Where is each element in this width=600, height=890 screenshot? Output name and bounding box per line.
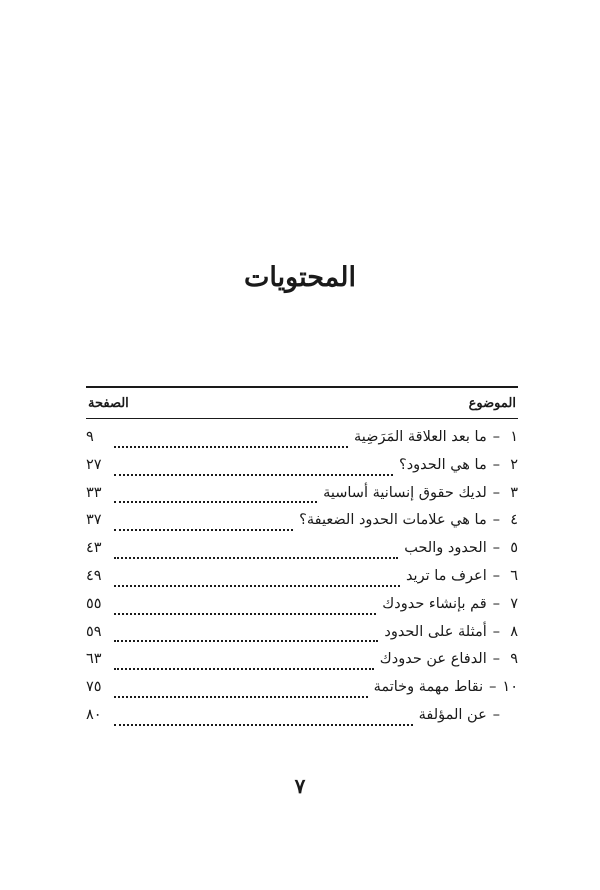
toc-entry <box>86 624 518 652</box>
dot-leader <box>114 613 376 615</box>
toc-entry <box>86 540 518 568</box>
entry-number: ٨ <box>510 623 518 640</box>
entry-title: قم بإنشاء حدودك <box>382 595 487 612</box>
entry-dash: – <box>492 484 500 501</box>
toc-entry <box>86 679 518 707</box>
page-number: ٧ <box>294 774 306 798</box>
dot-leader <box>114 529 293 531</box>
entry-page: ٤٣ <box>86 540 102 557</box>
entry-title: ما هي علامات الحدود الضعيفة؟ <box>299 512 487 529</box>
header-rule <box>86 418 518 419</box>
entry-title: ما هي الحدود؟ <box>399 456 487 473</box>
entry-title: عن المؤلفة <box>418 706 487 723</box>
entry-title: نقاط مهمة وخاتمة <box>373 679 484 696</box>
entry-page: ٥٥ <box>86 595 102 612</box>
topic-column-label: الموضوع <box>468 395 516 411</box>
toc-entry <box>86 651 518 679</box>
entry-page: ٨٠ <box>86 706 102 723</box>
toc-entry <box>86 485 518 513</box>
entry-dash: – <box>492 540 500 557</box>
entry-title: الدفاع عن حدودك <box>379 651 487 668</box>
toc-entry <box>86 568 518 596</box>
dot-leader <box>114 501 317 503</box>
entry-page: ٣٣ <box>86 484 102 501</box>
entry-number: ٩ <box>510 651 518 668</box>
entry-dash: – <box>492 456 500 473</box>
entry-number: ٦ <box>510 567 518 584</box>
toc-entry <box>86 429 518 457</box>
entry-dash: – <box>492 651 500 668</box>
entry-number: ١ <box>510 429 518 445</box>
entry-page: ٥٩ <box>86 623 102 640</box>
entry-dash: – <box>492 512 500 529</box>
page-title: المحتويات <box>243 262 357 293</box>
entry-page: ٧٥ <box>86 679 102 696</box>
entry-title: الحدود والحب <box>404 540 487 557</box>
dot-leader <box>114 557 398 559</box>
entry-title: ما بعد العلاقة المَرَضِية <box>354 429 487 445</box>
entry-page: ٩ <box>86 429 94 445</box>
toc-entry <box>86 707 518 735</box>
entry-title: اعرف ما تريد <box>405 567 487 584</box>
toc-entry <box>86 512 518 540</box>
entry-dash: – <box>492 595 500 612</box>
entry-dash: – <box>492 623 500 640</box>
entry-dash: – <box>489 679 497 696</box>
dot-leader <box>114 640 378 642</box>
table-of-contents <box>86 386 518 735</box>
entry-dash: – <box>492 429 500 445</box>
entry-number: ٧ <box>510 595 518 612</box>
entry-title: لديك حقوق إنسانية أساسية <box>323 484 487 501</box>
toc-entries <box>86 429 518 735</box>
toc-header <box>86 388 518 418</box>
entry-number: ٤ <box>510 512 518 529</box>
entry-number: ١٠ <box>502 679 518 696</box>
entry-page: ٢٧ <box>86 456 102 473</box>
entry-number: ٣ <box>510 484 518 501</box>
entry-page: ٣٧ <box>86 512 102 529</box>
entry-page: ٤٩ <box>86 567 102 584</box>
entry-page: ٦٣ <box>86 651 102 668</box>
dot-leader <box>114 696 368 698</box>
toc-entry <box>86 457 518 485</box>
dot-leader <box>114 446 348 448</box>
entry-dash: – <box>492 706 500 723</box>
dot-leader <box>114 474 393 476</box>
entry-number: ٢ <box>510 456 518 473</box>
entry-dash: – <box>492 567 500 584</box>
entry-title: أمثلة على الحدود <box>384 623 487 640</box>
page-column-label: الصفحة <box>88 395 129 411</box>
toc-entry <box>86 596 518 624</box>
dot-leader <box>114 724 413 726</box>
dot-leader <box>114 668 374 670</box>
dot-leader <box>114 585 400 587</box>
entry-number: ٥ <box>510 540 518 557</box>
